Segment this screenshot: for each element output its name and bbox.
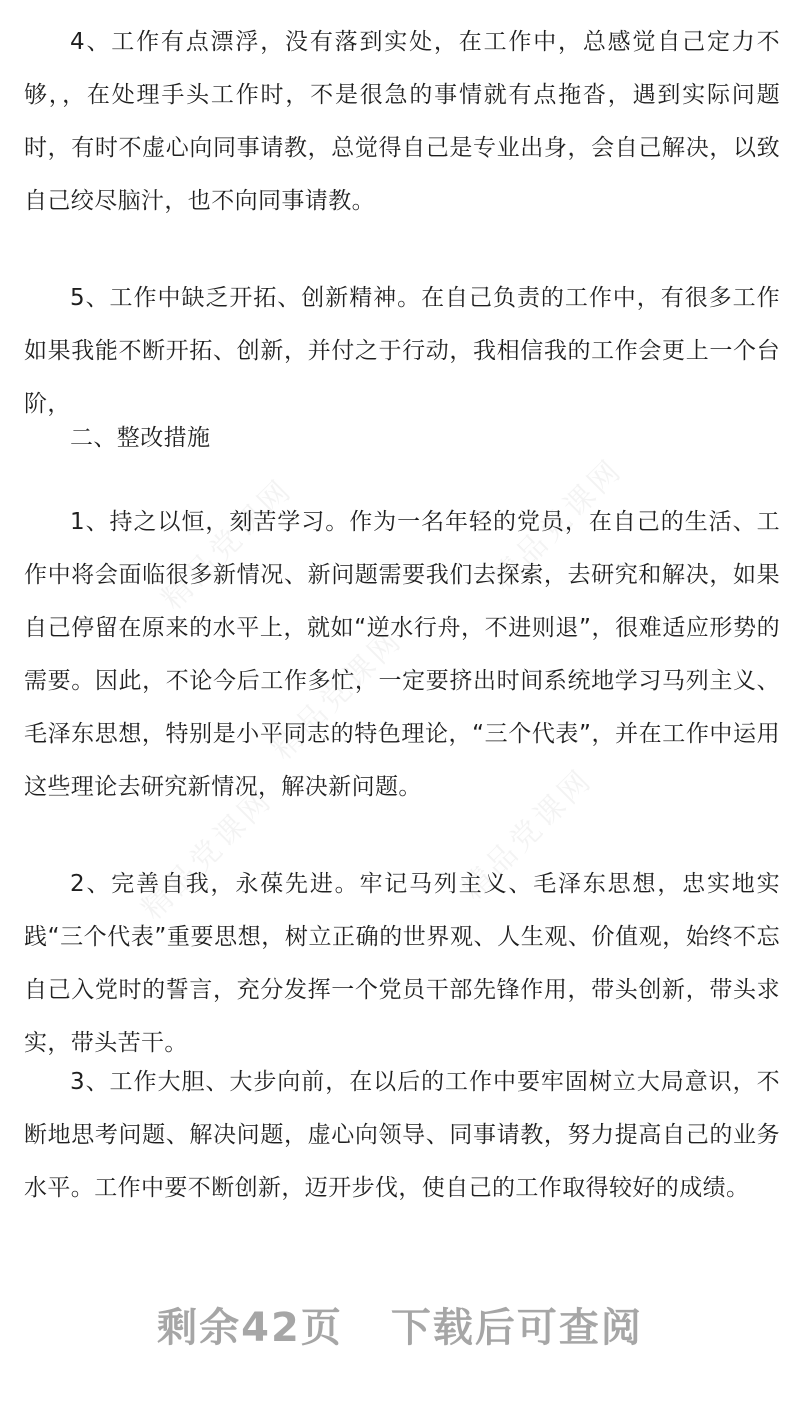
watermark: 精品党课网 <box>454 761 600 907</box>
section-heading-rectification: 二、整改措施 <box>70 425 211 451</box>
paragraph-measure-2: 2、完善自我，永葆先进。牢记马列主义、毛泽东思想，忠实地实践“三个代表”重要思想，树立正确的世界观、人生观、价值观，始终不忘自己入党时的誓言，充分发挥一个党员干部先锋作用，带头创新，带头求实，带头苦干。 <box>24 871 780 1056</box>
watermark: 精品党课网 <box>154 471 300 617</box>
paragraph-measure-3: 3、工作大胆、大步向前，在以后的工作中要牢固树立大局意识，不断地思考问题、解决问题，虚心向领导、同事请教，努力提高自己的业务水平。工作中要不断创新，迈开步伐，使自己的工作取得较好的成绩。 <box>24 1069 780 1201</box>
download-to-view-label: 下载后可查阅 <box>390 1305 643 1351</box>
watermark: 精品党课网 <box>484 451 630 597</box>
paragraph-item-4: 4、工作有点漂浮，没有落到实处，在工作中，总感觉自己定力不够，，在处理手头工作时，不是很急的事情就有点拖沓，遇到实际问题时，有时不虚心向同事请教，总觉得自己是专业出身，会自己解决，以致自己绞尽脑汁，也不向同事请教。 <box>24 29 780 214</box>
watermark: 精品党课网 <box>264 621 410 767</box>
paragraph-item-5: 5、工作中缺乏开拓、创新精神。在自己负责的工作中，有很多工作如果我能不断开拓、创新，并付之于行动，我相信我的工作会更上一个台阶， <box>24 285 780 417</box>
watermark: 精品党课网 <box>134 781 280 927</box>
paragraph-measure-1: 1、持之以恒，刻苦学习。作为一名年轻的党员，在自己的生活、工作中将会面临很多新情况、新问题需要我们去探索，去研究和解决，如果自己停留在原来的水平上，就如“逆水行舟，不进则退”，很难适应形势的需要。因此，不论今后工作多忙，一定要挤出时间系统地学习马列主义、毛泽东思想，特别是小平同志的特色理论，“三个代表”，并在工作中运用这些理论去研究新情况，解决新问题。 <box>24 509 780 800</box>
download-prompt-button[interactable] <box>0 1296 800 1353</box>
remaining-pages-label: 剩余42页 <box>157 1305 343 1351</box>
